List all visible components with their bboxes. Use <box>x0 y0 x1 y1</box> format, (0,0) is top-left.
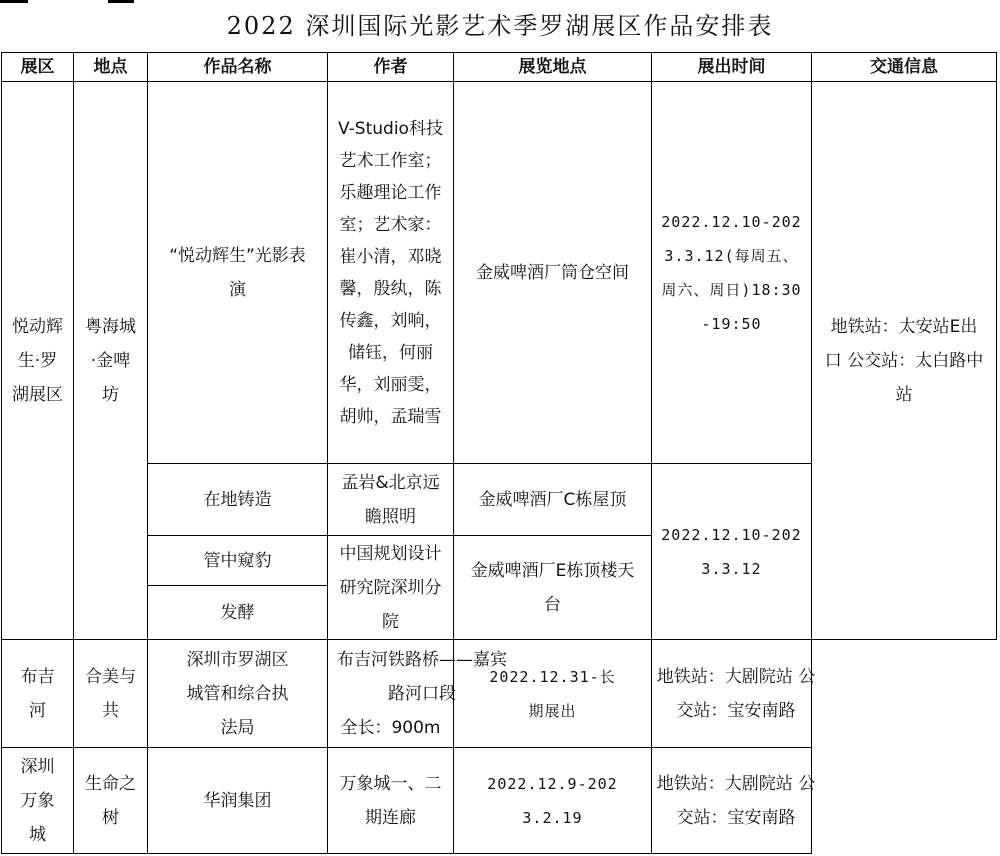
work-name: 生命之树 <box>85 773 136 828</box>
work-cell <box>148 586 328 640</box>
transport-text: 地铁站：太安站E出口 公交站：太白路中站 <box>824 316 984 405</box>
table-row <box>2 82 997 464</box>
header-row <box>2 53 997 82</box>
transport-text: 地铁站：大剧院站 公交站：宝安南路 <box>656 773 816 828</box>
location-text: 粤海城·金啤坊 <box>85 316 136 405</box>
author-text: 深圳市罗湖区城管和综合执法局 <box>186 649 289 738</box>
location-cell <box>2 748 74 854</box>
transport-cell <box>652 640 816 748</box>
author-text: 华润集团 <box>203 790 272 811</box>
location-cell <box>74 82 148 640</box>
table-row <box>2 640 997 748</box>
header-location: 地点 <box>74 53 148 82</box>
venue-text: 布吉河铁路桥——嘉宾路河口段 <box>337 649 507 704</box>
schedule-table <box>1 52 997 854</box>
author-cell <box>148 640 328 748</box>
author-cell <box>328 464 454 536</box>
zone-cell <box>2 82 74 640</box>
venue-text: 金威啤酒厂筒仓空间 <box>476 262 629 283</box>
zone-text: 悦动辉生·罗湖展区 <box>12 316 63 405</box>
work-name: 管中窥豹 <box>203 550 272 571</box>
work-cell <box>148 82 328 464</box>
author-cell <box>148 748 328 854</box>
time-text: 2022.12.31-长期展出 <box>489 667 616 720</box>
venue-cell <box>454 536 652 640</box>
work-name: 合美与共 <box>85 666 136 721</box>
work-name: 在地铸造 <box>203 489 272 510</box>
work-cell <box>148 536 328 586</box>
venue-length: 全长：900m <box>340 717 441 738</box>
time-text: 2022.12.10-2023.3.12(每周五、周六、周日)18:30-19:50 <box>661 212 802 333</box>
work-cell <box>148 464 328 536</box>
venue-cell <box>454 464 652 536</box>
page-title: 2022 深圳国际光影艺术季罗湖展区作品安排表 <box>226 12 774 40</box>
venue-text: 金威啤酒厂E栋顶楼天台 <box>470 560 635 615</box>
header-author: 作者 <box>328 53 454 82</box>
time-text: 2022.12.10-2023.3.12 <box>661 525 802 578</box>
time-text: 2022.12.9-2023.2.19 <box>487 774 618 827</box>
location-cell <box>2 640 74 748</box>
header-zone: 展区 <box>2 53 74 82</box>
work-cell <box>74 640 148 748</box>
time-cell <box>652 82 812 464</box>
author-text: 中国规划设计研究院深圳分院 <box>339 543 442 632</box>
header-venue: 展览地点 <box>454 53 652 82</box>
table-row <box>2 748 997 854</box>
transport-text: 地铁站：大剧院站 公交站：宝安南路 <box>656 666 816 721</box>
work-name: 发酵 <box>220 602 255 623</box>
transport-cell <box>812 82 997 640</box>
header-work: 作品名称 <box>148 53 328 82</box>
author-cell <box>328 536 454 640</box>
work-name: “悦动辉生”光影表演 <box>169 245 306 300</box>
author-text: V-Studio科技艺术工作室；乐趣理论工作室；艺术家：崔小清，邓晓馨，殷纨，陈传鑫，刘响，储钰，何丽华，刘丽雯，胡帅，孟瑞雪 <box>338 118 443 427</box>
header-transport: 交通信息 <box>812 53 997 82</box>
header-time: 展出时间 <box>652 53 812 82</box>
time-cell <box>454 748 652 854</box>
venue-cell <box>454 82 652 464</box>
location-text: 布吉河 <box>20 666 55 721</box>
time-cell <box>652 464 812 640</box>
venue-text: 万象城一、二期连廊 <box>339 773 442 828</box>
venue-cell <box>328 748 454 854</box>
transport-cell <box>652 748 816 854</box>
location-text: 深圳万象城 <box>20 756 55 845</box>
author-text: 孟岩&北京远瞻照明 <box>341 472 440 527</box>
work-cell <box>74 748 148 854</box>
venue-text: 金威啤酒厂C栋屋顶 <box>478 489 627 510</box>
author-cell <box>328 82 454 464</box>
venue-cell <box>328 640 507 748</box>
